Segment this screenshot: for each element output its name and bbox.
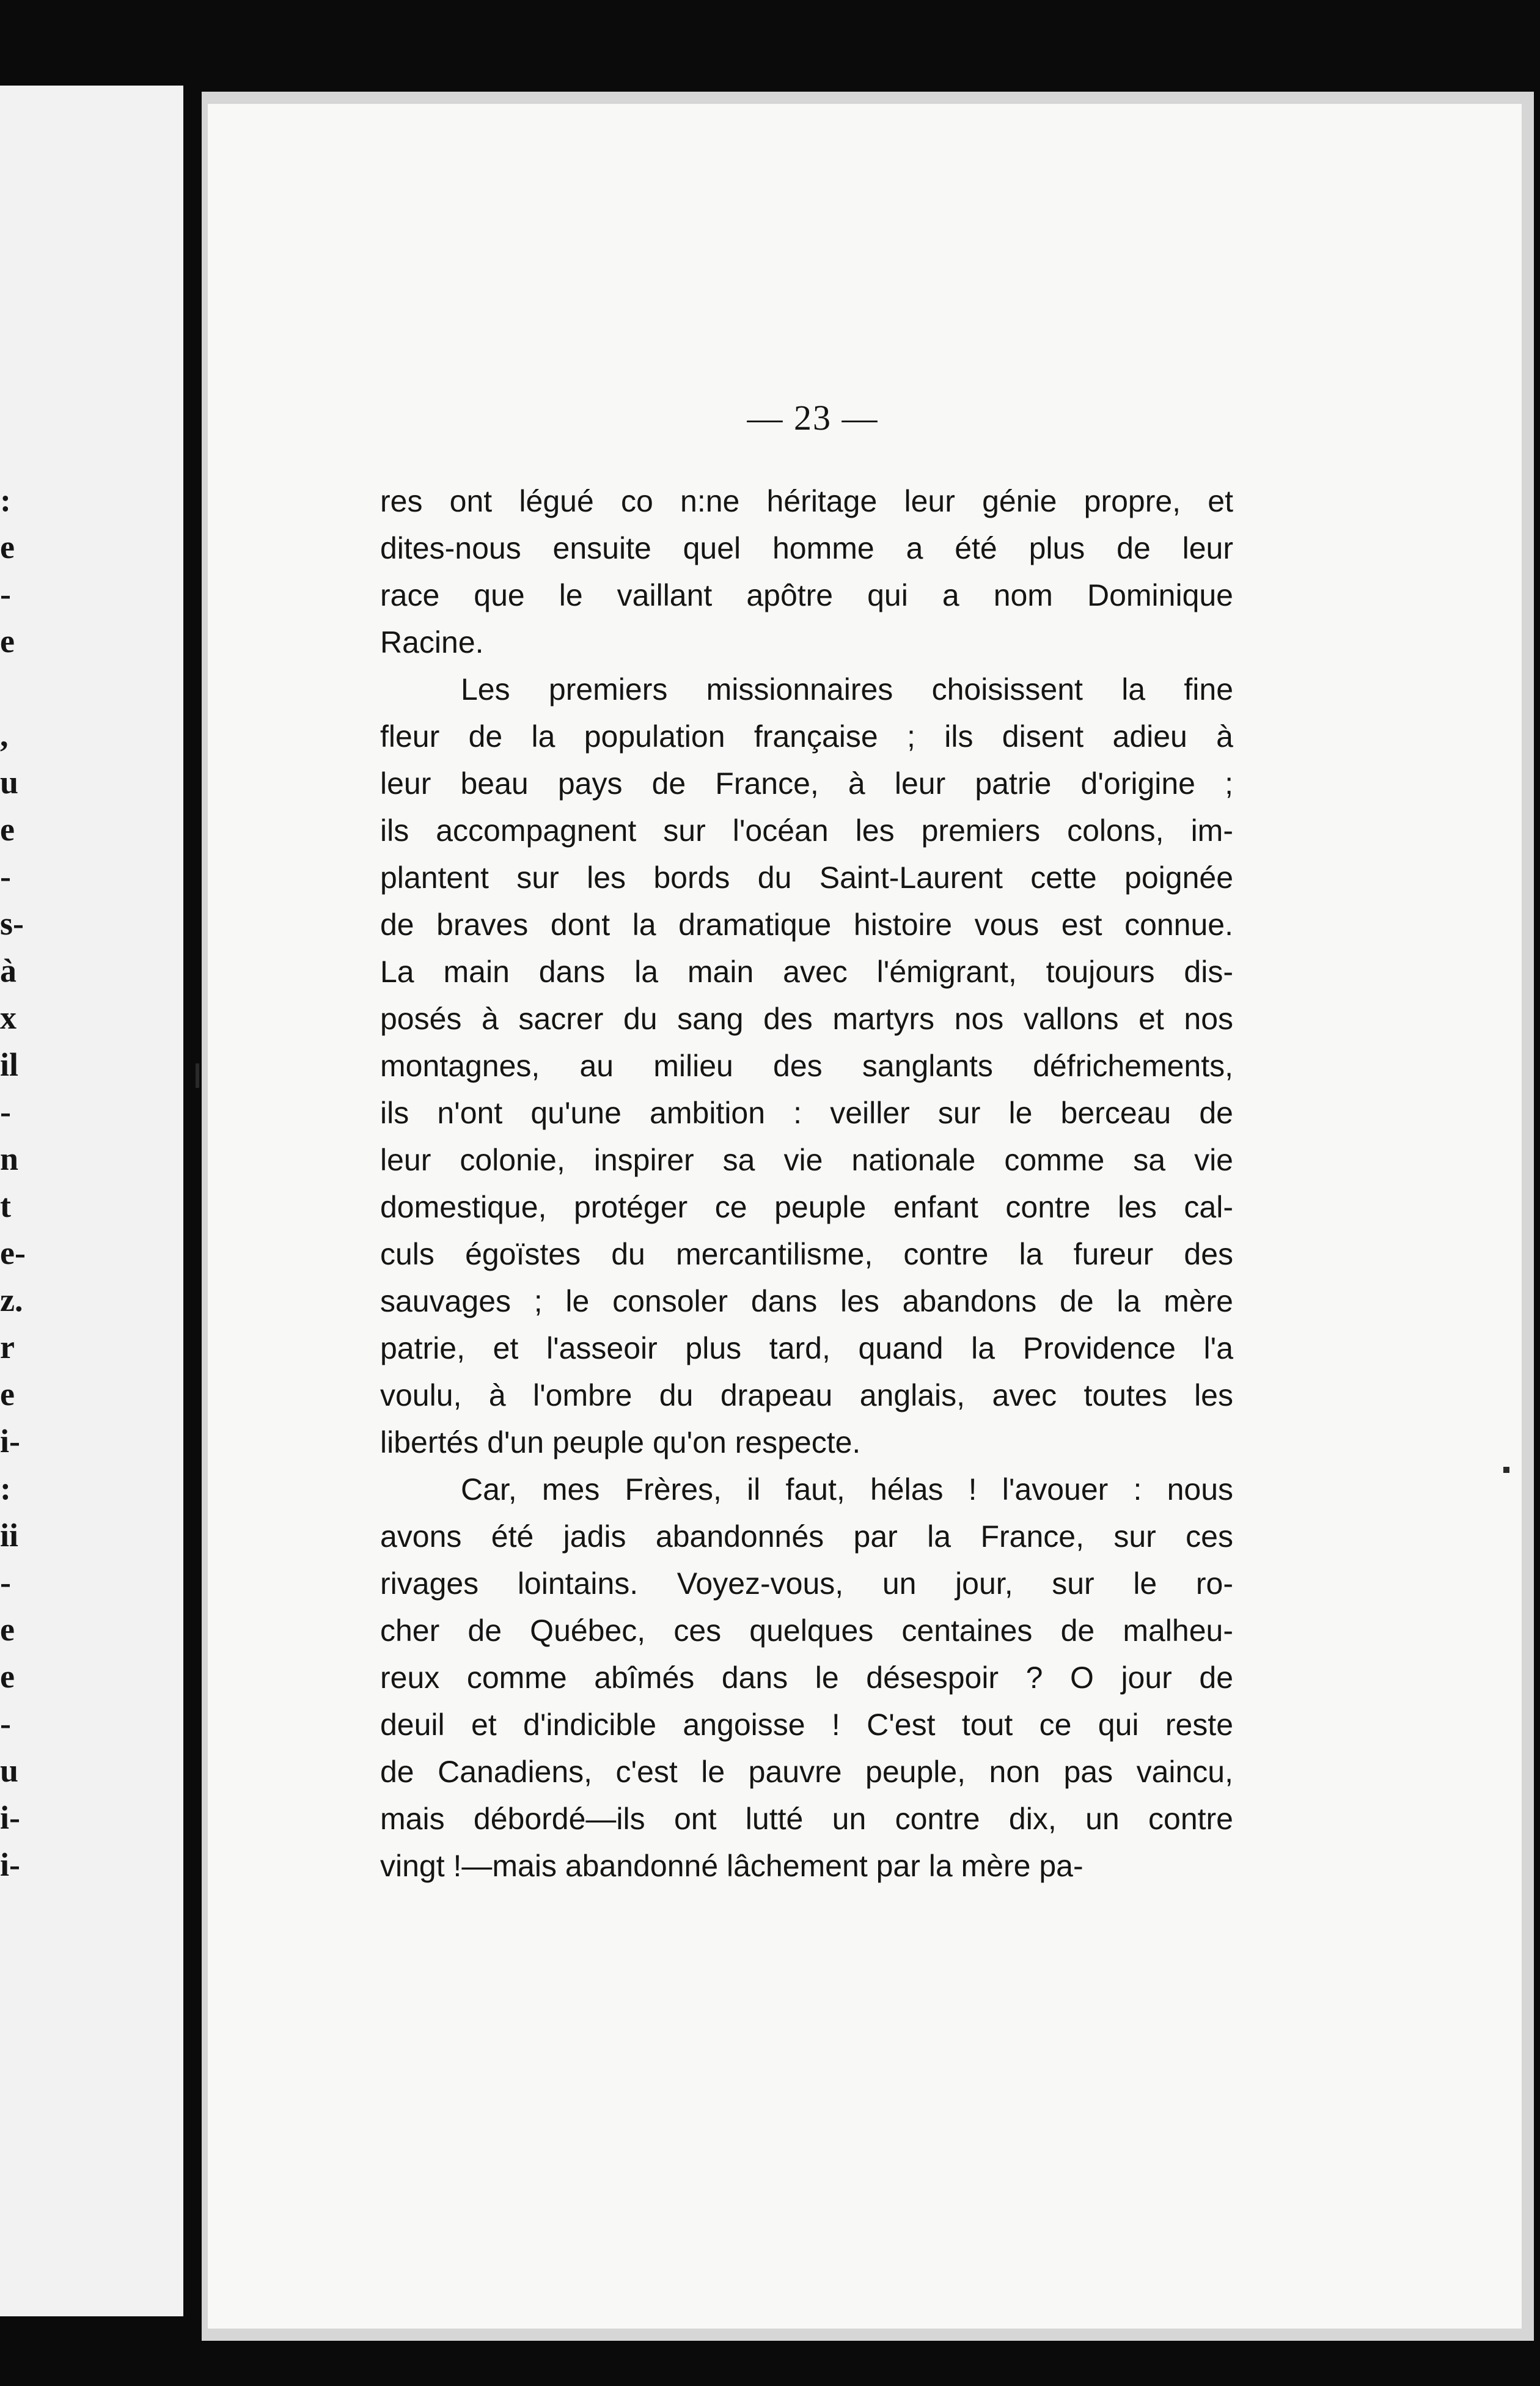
paragraph <box>380 1466 1233 1890</box>
text-line: de braves dont la dramatique histoire vous est connue. <box>380 908 1233 942</box>
text-line: dites-nous ensuite quel homme a été plus de leur <box>380 531 1233 565</box>
text-line: leur beau pays de France, à leur patrie d'origine ; <box>380 766 1233 801</box>
scan-speck <box>1503 1467 1509 1473</box>
margin-fragment: : <box>0 1470 11 1507</box>
margin-fragment: : <box>0 482 11 518</box>
margin-fragment: - <box>0 858 11 895</box>
margin-fragment: , <box>0 717 9 754</box>
text-line: Racine. <box>380 625 484 659</box>
page-number: — 23 — <box>747 398 879 438</box>
margin-fragment: t <box>0 1187 11 1224</box>
margin-fragment: ii <box>0 1517 19 1554</box>
margin-fragment: i- <box>0 1799 20 1836</box>
margin-fragment: n <box>0 1140 19 1177</box>
margin-fragment: - <box>0 576 11 612</box>
margin-fragment: - <box>0 1564 11 1601</box>
margin-fragment: - <box>0 1093 11 1130</box>
margin-fragment: u <box>0 764 19 801</box>
text-line: fleur de la population française ; ils disent adieu à <box>380 719 1233 754</box>
margin-fragment: s- <box>0 905 24 942</box>
text-line: culs égoïstes du mercantilisme, contre la fureur des <box>380 1237 1233 1271</box>
margin-fragment: e <box>0 529 15 565</box>
text-line: domestique, protéger ce peuple enfant contre les cal- <box>380 1190 1233 1224</box>
margin-fragment: - <box>0 1705 11 1742</box>
paragraph <box>380 478 1233 666</box>
margin-fragment: r <box>0 1329 15 1365</box>
margin-fragment: i- <box>0 1846 20 1883</box>
text-line: posés à sacrer du sang des martyrs nos vallons et nos <box>380 1002 1233 1036</box>
margin-fragment: e <box>0 1611 15 1648</box>
margin-fragment: i- <box>0 1423 20 1459</box>
body-text <box>380 478 1233 1890</box>
text-line: vingt !—mais abandonné lâchement par la mère pa- <box>380 1849 1084 1883</box>
margin-fragment: à <box>0 952 16 989</box>
text-line: res ont légué co n:ne héritage leur génie propre, et <box>380 484 1233 518</box>
text-line: ils accompagnent sur l'océan les premiers colons, im- <box>380 813 1233 848</box>
text-line: ils n'ont qu'une ambition : veiller sur le berceau de <box>380 1096 1233 1130</box>
text-line: leur colonie, inspirer sa vie nationale comme sa vie <box>380 1143 1233 1177</box>
margin-fragment: u <box>0 1752 19 1789</box>
text-line: reux comme abîmés dans le désespoir ? O jour de <box>380 1661 1233 1695</box>
text-line: avons été jadis abandonnés par la France, sur ces <box>380 1519 1233 1554</box>
left-page-margin-fragments <box>0 477 24 1944</box>
margin-fragment: x <box>0 999 16 1036</box>
paragraph <box>380 666 1233 1466</box>
margin-fragment <box>0 665 24 712</box>
margin-fragment: e <box>0 1658 15 1695</box>
scan-speck <box>196 1063 199 1088</box>
text-line: voulu, à l'ombre du drapeau anglais, avec toutes les <box>380 1378 1233 1412</box>
text-line: race que le vaillant apôtre qui a nom Dominique <box>380 578 1233 612</box>
text-line: La main dans la main avec l'émigrant, toujours dis- <box>380 955 1233 989</box>
margin-fragment: e- <box>0 1235 26 1271</box>
text-line: Les premiers missionnaires choisissent la fine <box>461 672 1233 707</box>
text-line: de Canadiens, c'est le pauvre peuple, non pas vaincu, <box>380 1755 1233 1789</box>
left-facing-page <box>0 86 183 2316</box>
text-line: montagnes, au milieu des sanglants défrichements, <box>380 1049 1233 1083</box>
text-line: plantent sur les bords du Saint-Laurent cette poignée <box>380 861 1233 895</box>
margin-fragment: il <box>0 1046 19 1083</box>
text-line: mais débordé—ils ont lutté un contre dix, un contre <box>380 1802 1233 1836</box>
text-line: Car, mes Frères, il faut, hélas ! l'avouer : nous <box>461 1472 1233 1507</box>
text-line: libertés d'un peuple qu'on respecte. <box>380 1425 861 1459</box>
margin-fragment: e <box>0 811 15 848</box>
margin-fragment: e <box>0 623 15 659</box>
margin-fragment: z. <box>0 1282 23 1318</box>
text-line: rivages lointains. Voyez-vous, un jour, sur le ro- <box>380 1566 1233 1601</box>
text-line: patrie, et l'asseoir plus tard, quand la Providence l'a <box>380 1331 1233 1365</box>
margin-fragment: e <box>0 1376 15 1412</box>
text-line: cher de Québec, ces quelques centaines de malheu- <box>380 1613 1233 1648</box>
text-line: deuil et d'indicible angoisse ! C'est tout ce qui reste <box>380 1708 1233 1742</box>
text-line: sauvages ; le consoler dans les abandons de la mère <box>380 1284 1233 1318</box>
